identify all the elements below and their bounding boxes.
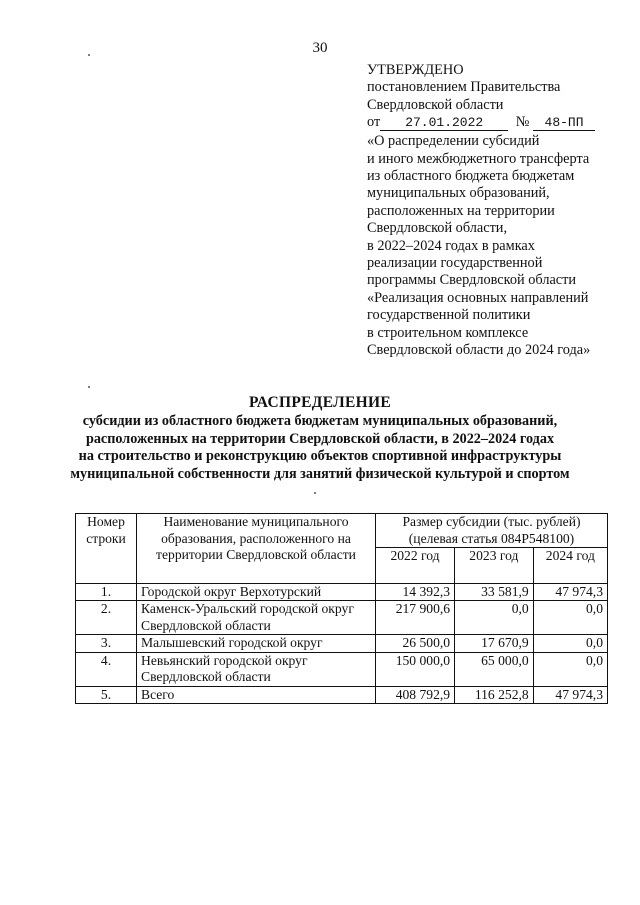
table-header-row [76, 514, 608, 548]
value-2023: 33 581,9 [455, 583, 534, 601]
decree-line: в 2022–2024 годах в рамках [367, 237, 535, 254]
value-2023: 17 670,9 [455, 635, 534, 653]
row-number: 4. [76, 652, 137, 686]
header-number: Номер строки [76, 514, 137, 584]
value-2022: 217 900,6 [376, 601, 455, 635]
decree-line: программы Свердловской области [367, 272, 577, 289]
scan-speck [314, 492, 316, 494]
decree-line: Свердловской области, [367, 220, 508, 237]
value-2023: 0,0 [455, 601, 534, 635]
value-2022: 408 792,9 [376, 686, 455, 704]
subsidy-table [75, 513, 608, 704]
title-line: на строительство и реконструкцию объектов спортивной инфраструктуры [78, 448, 562, 465]
decree-line: Свердловской области до 2024 года» [367, 342, 591, 359]
decree-line: государственной политики [367, 307, 531, 324]
title-main: РАСПРЕДЕЛЕНИЕ [249, 394, 391, 411]
number-prefix: № [515, 114, 530, 131]
row-name: Городской округ Верхотурский [137, 583, 376, 601]
row-number: 5. [76, 686, 137, 704]
decree-line: расположенных на территории [367, 202, 555, 219]
value-2024: 0,0 [533, 652, 607, 686]
table-row [76, 583, 608, 601]
row-number: 1. [76, 583, 137, 601]
row-number: 2. [76, 601, 137, 635]
decree-line: «О распределении субсидий [367, 133, 540, 150]
row-name: Невьянский городской округ Свердловской области [137, 652, 376, 686]
decree-line: и иного межбюджетного трансферта [367, 150, 590, 167]
title-line: муниципальной собственности для занятий физической культурой и спортом [70, 465, 570, 482]
title-line: субсидии из областного бюджета бюджетам муниципальных образований, [82, 413, 558, 429]
approval-line-2: Свердловской области [367, 96, 504, 113]
row-number: 3. [76, 635, 137, 653]
value-2024: 0,0 [533, 601, 607, 635]
approval-line-1: постановлением Правительства [367, 79, 561, 96]
header-year: 2022 год [376, 548, 455, 584]
approval-date-line [367, 114, 627, 133]
table-row [76, 601, 608, 635]
header-amount: Размер субсидии (тыс. рублей) (целевая статья 084P548100) [376, 514, 608, 548]
scan-speck [88, 386, 90, 388]
header-name: Наименование муниципального образования, расположенного на территории Свердловской области [137, 514, 376, 584]
row-name: Всего [137, 686, 376, 704]
decree-date: 27.01.2022 [380, 115, 508, 131]
approval-heading: УТВЕРЖДЕНО [367, 62, 464, 78]
decree-line: «Реализация основных направлений [367, 289, 589, 306]
decree-line: из областного бюджета бюджетам [367, 168, 575, 185]
value-2024: 0,0 [533, 635, 607, 653]
page-number: 30 [312, 40, 328, 56]
header-year: 2024 год [533, 548, 607, 584]
row-name: Каменск-Уральский городской округ Свердловской области [137, 601, 376, 635]
decree-line: муниципальных образований, [367, 185, 550, 202]
value-2022: 14 392,3 [376, 583, 455, 601]
decree-line: реализации государственной [367, 255, 543, 272]
value-2023: 116 252,8 [455, 686, 534, 704]
value-2024: 47 974,3 [533, 686, 607, 704]
table-row-total [76, 686, 608, 704]
decree-number: 48-ПП [533, 115, 595, 131]
date-prefix: от [367, 114, 381, 131]
value-2022: 150 000,0 [376, 652, 455, 686]
header-year: 2023 год [455, 548, 534, 584]
decree-line: в строительном комплексе [367, 324, 529, 341]
value-2024: 47 974,3 [533, 583, 607, 601]
document-title [0, 393, 640, 483]
approval-block [367, 62, 627, 360]
value-2022: 26 500,0 [376, 635, 455, 653]
table-row [76, 652, 608, 686]
title-line: расположенных на территории Свердловской области, в 2022–2024 годах [85, 430, 555, 447]
row-name: Малышевский городской округ [137, 635, 376, 653]
table-row [76, 635, 608, 653]
value-2023: 65 000,0 [455, 652, 534, 686]
